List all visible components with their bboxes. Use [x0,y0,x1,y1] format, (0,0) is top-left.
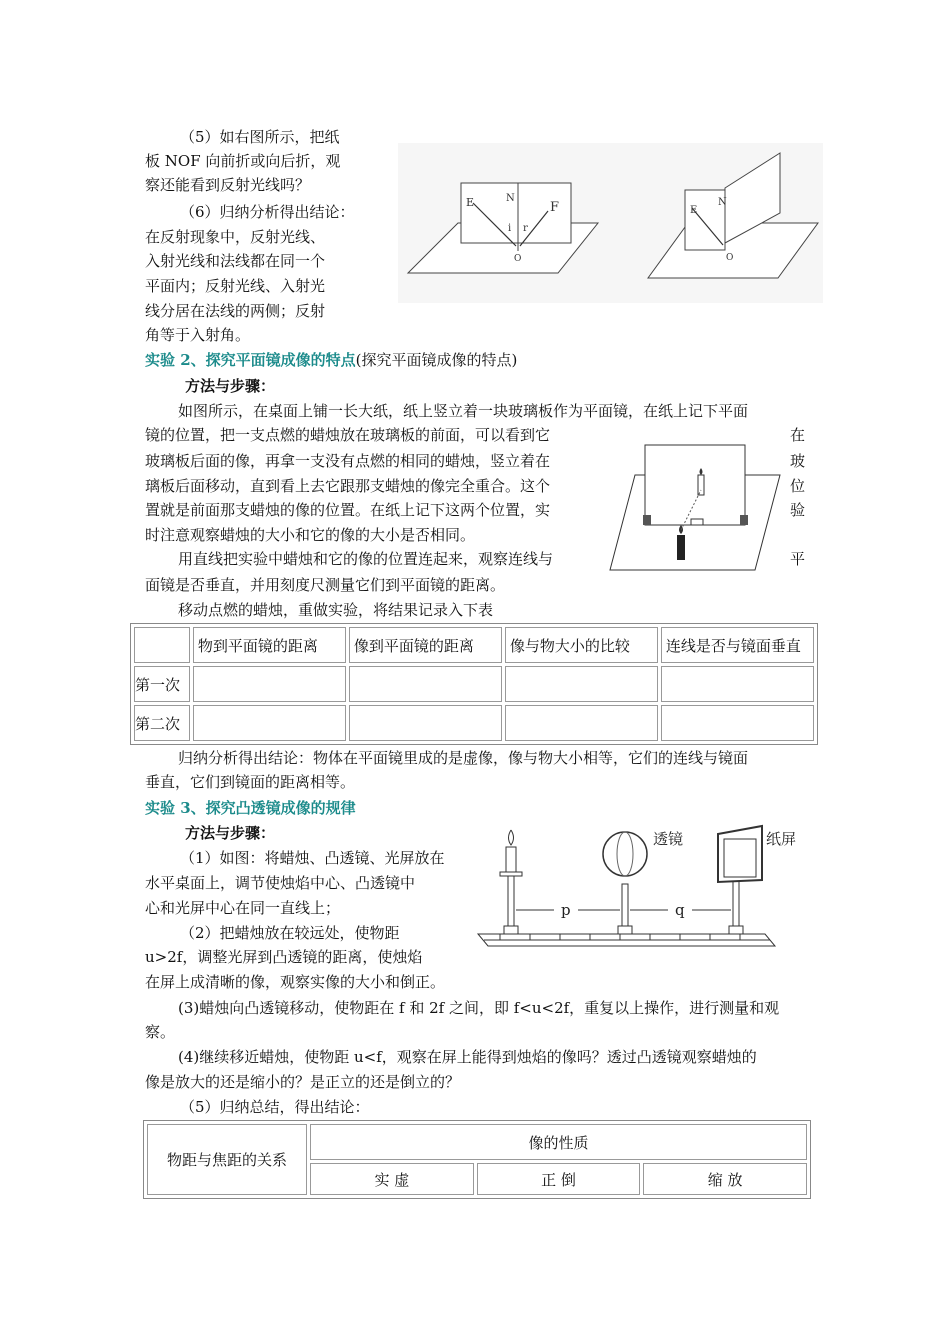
text-line: （5）如右图所示，把纸 [180,128,340,146]
label-f: F [550,200,560,215]
table-header-cell: 像到平面镜的距离 [349,627,502,663]
text-line: 察还能看到反射光线吗？ [145,176,311,194]
label-o: O [726,253,734,263]
text-char: 平 [790,550,806,568]
table-group-header: 像的性质 [310,1124,807,1160]
text-line: 角等于入射角。 [145,326,251,344]
label-r: r [523,223,528,234]
table-cell [193,666,346,702]
table-row [134,705,814,741]
text-char: 验 [790,501,806,519]
text-line: 像是放大的还是缩小的？是正立的还是倒立的？ [145,1073,461,1091]
table-header-cell [134,627,190,663]
label-n: N [506,193,515,204]
exp2-method: 方法与步骤： [185,377,276,395]
table-header-cell: 连线是否与镜面垂直 [661,627,814,663]
text-line: 水平桌面上，调节使烛焰中心、凸透镜中 [145,874,416,892]
table-row-label: 第一次 [134,666,190,702]
text-line: 璃板后面移动，直到看上去它跟那支蜡烛的像完全重合。这个 [145,477,551,495]
text-line: 用直线把实验中蜡烛和它的像的位置连起来，观察连线与 [178,550,554,568]
label-p: p [561,901,571,919]
text-line: (4)继续移近蜡烛，使物距 u<f，观察在屏上能得到烛焰的像吗？透过凸透镜观察蜡烛的 [178,1048,757,1066]
table-row [134,666,814,702]
table-header-row [147,1124,807,1160]
screen-label: 纸屏 [766,830,797,848]
text-line: 镜的位置，把一支点燃的蜡烛放在玻璃板的前面，可以看到它 [145,426,551,444]
table-cell [661,705,814,741]
exp2-title-suffix: (探究平面镜成像的特点) [355,351,518,369]
text-line: 时注意观察蜡烛的大小和它的像的大小是否相同。 [145,526,476,544]
table-header-cell: 物到平面镜的距离 [193,627,346,663]
text-line: 板 NOF 向前折或向后折，观 [145,152,341,170]
exp3-method: 方法与步骤： [185,824,276,842]
lens-summary-table [143,1120,811,1199]
text-line: 线分居在法线的两侧；反射 [145,302,326,320]
text-line: 面镜是否垂直，并用刻度尺测量它们到平面镜的距离。 [145,576,506,594]
text-line: 在反射现象中，反射光线、 [145,228,326,246]
label-i: i [508,223,512,234]
table-cell [505,666,658,702]
text-line: (3)蜡烛向凸透镜移动，使物距在 f 和 2f 之间，即 f<u<2f，重复以上操作，进行测量和观 [178,999,780,1017]
table-cell [661,666,814,702]
text-line: （2）把蜡烛放在较远处，使物距 [180,924,400,942]
label-n: N [718,197,727,208]
lens-label: 透镜 [653,830,684,848]
exp2-title [145,348,517,372]
plane-mirror-figure [605,430,785,580]
text-line: 平面内；反射光线、入射光 [145,277,326,295]
text-line: 垂直，它们到镜面的距离相等。 [145,773,356,791]
text-line: u>2f，调整光屏到凸透镜的距离，使烛焰 [145,948,423,966]
table-cell [193,705,346,741]
table-cell [349,666,502,702]
text-line: （1）如图：将蜡烛、凸透镜、光屏放在 [180,849,445,867]
text-line: 察。 [145,1023,176,1041]
exp3-title: 实验 3、探究凸透镜成像的规律 [145,799,356,817]
text-line: 玻璃板后面的像，再拿一支没有点燃的相同的蜡烛，竖立着在 [145,452,551,470]
text-line: 在屏上成清晰的像，观察实像的大小和倒正。 [145,973,446,991]
table-row-label: 第二次 [134,705,190,741]
text-line: （6）归纳分析得出结论： [180,203,355,221]
text-line: 如图所示，在桌面上铺一长大纸，纸上竖立着一块玻璃板作为平面镜，在纸上记下平面 [178,402,749,420]
table-subheader: 正 倒 [477,1163,641,1195]
label-e: E [466,196,475,209]
reflection-figure [398,143,823,303]
text-line: 入射光线和法线都在同一个 [145,252,326,270]
exp2-title-main: 实验 2、探究平面镜成像的特点 [145,351,356,369]
table-header-row [134,627,814,663]
label-q: q [675,901,685,919]
table-cell [505,705,658,741]
text-char: 玻 [790,452,806,470]
table-subheader: 实 虚 [310,1163,474,1195]
table-header-cell: 像与物大小的比较 [505,627,658,663]
mirror-results-table [130,623,818,745]
text-char: 在 [790,426,806,444]
label-e: E [690,205,698,216]
text-line: （5）归纳总结，得出结论： [180,1098,370,1116]
table-row-header: 物距与焦距的关系 [147,1124,307,1195]
table-cell [349,705,502,741]
text-char: 位 [790,477,806,495]
optical-bench-figure [470,822,797,952]
text-line: 心和光屏中心在同一直线上； [145,899,341,917]
table-subheader: 缩 放 [643,1163,807,1195]
label-o: O [514,254,522,264]
text-line: 归纳分析得出结论：物体在平面镜里成的是虚像，像与物大小相等，它们的连线与镜面 [178,749,749,767]
text-line: 移动点燃的蜡烛，重做实验，将结果记录入下表 [178,601,494,619]
text-line: 置就是前面那支蜡烛的像的位置。在纸上记下这两个位置，实 [145,501,551,519]
